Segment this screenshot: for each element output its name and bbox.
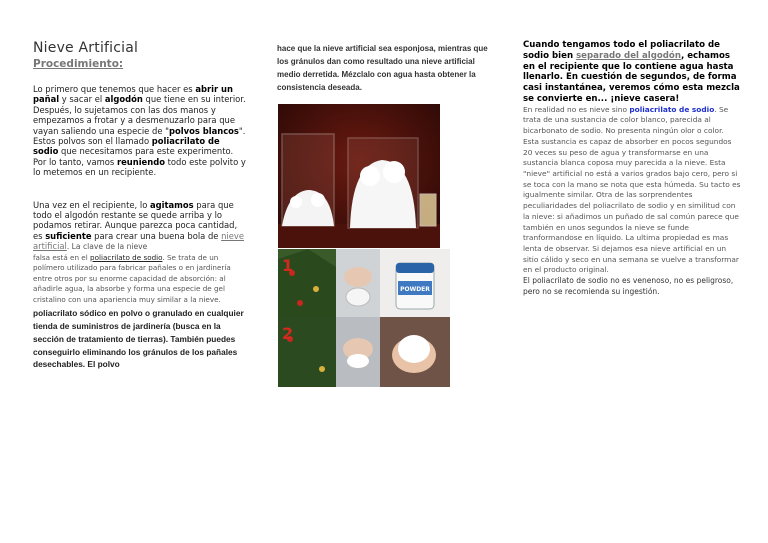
column-middle [277,42,492,94]
page-title: Nieve Artificial [33,40,139,56]
bold-text: agitamos [149,199,194,210]
bold-text: agua [679,61,704,72]
text: , echamos en el recipiente que lo contiene [523,50,731,72]
text: y sacar el [59,94,105,105]
steps-collage-image [278,249,450,387]
step-1-label: 1 [282,256,294,275]
text: hasta llenarlo. En cuestión de [523,61,734,83]
paragraph-buy: poliacrilato sódico en polvo o granulado en cualquier tienda de suministros de jardinería (busca en la sección de tratamiento de tierras). También puedes conseguirlo eliminando los gránulos de los pañales desechables. El polvo [33,308,244,370]
text: ". Estos polvos son el llamado [33,125,246,147]
nieve-artificial-link[interactable]: nieve artificial [33,230,245,252]
paragraph-recipient [33,200,247,253]
product-label: POWDER [400,286,430,293]
text: . Se trata de un polímero utilizado para fabricar pañales o en jardinería entre otros por su enorme capacidad de absorción: al añadirle agua, la absorbe y forma una especie de gel cristalino con una apariencia muy similar a la nieve. [33,252,231,304]
steps-collage-photo [278,249,450,387]
text: falsa está en el [33,252,91,262]
poliacrilato-highlight: poliacrilato de sodio [629,104,715,114]
poliacrilato-link[interactable]: poliacrilato de sodio [90,252,163,262]
snow-glasses-image [278,104,440,248]
text: que necesitamos para este experimento. Por lo tanto, vamos [33,146,234,167]
column-right [523,40,741,297]
text: que tiene en su interior. Después, lo sujetamos con las dos manos y empezamos a frotar y a desmenuzarlo para que vayan saliendo una especie de " [33,94,246,136]
text: Una vez en el recipiente, lo [33,199,150,210]
snow-glasses-photo [278,104,440,248]
bold-text: segundos [640,72,687,83]
bold-text: polvos blancos [168,125,239,136]
paragraph-water [523,40,741,105]
text: . Se trata de una sustancia de color blanco, parecida al bicarbonato de sodio. No presenta ningún olor o color. Esta sustancia es capaz de absorber en pocos segundos 20 veces su peso de agua y transformarse en una sustancia blanca coposa muy parecida a la nieve. Esta "nieve" artificial no está a varios grados bajo cero, pero si se toca con la mano se nota que esta húmeda. Su tacto es igualmente similar. Otra de las sorprendentes peculiaridades del poliacrilato de sodio y en similitud con la nieve: si añadimos un puñado de sal común parece que también en unos segundos la nieve se funde tranformandose en líquido. La ultima propiedad es mas lenta de observar. Si dejamos esa nieve artificial en un sitio cálido y seco en una semana se vuelve a transformar en el producto original. [523,104,741,275]
text: para crear una buena bola de [91,230,222,241]
paragraph-polymer [33,253,247,306]
separado-link[interactable]: separado del algodón [576,50,681,61]
bold-text: algodón [104,94,143,105]
text: Lo primero que tenemos que hacer es [33,84,196,94]
paragraph-intro [33,84,247,178]
bold-text: abrir un pañal [33,84,233,105]
text: Cuando tengamos todo el poliacrilato de sodio bien [523,40,720,61]
paragraph-explanation [523,105,741,276]
text: . La clave de la nieve [66,242,148,252]
text: todo este polvito y lo metemos en un recipiente. [33,156,246,178]
bold-text: reuniendo [116,156,165,167]
text: para que todo el algodón restante se quede arriba y lo podamos retirar. Aunque parezca poca cantidad, es [33,199,238,241]
step-2-label: 2 [282,324,294,343]
bold-text: suficiente [45,230,92,241]
column-left [33,40,247,371]
section-subtitle: Procedimiento: [33,58,124,70]
bold-text: poliacrilato de sodio [33,136,220,157]
text: , de forma casi instantánea, veremos cómo esta mezcla se convierte en... ¡nieve casera! [523,72,740,104]
paragraph-mix: hace que la nieve artificial sea esponjosa, mientras que los gránulos dan como resultado una nieve artificial medio derretida. Mézclalo con agua hasta obtener la consistencia deseada. [277,44,488,92]
paragraph-safety: El poliacrilato de sodio no es venenoso, no es peligroso, pero no se recomienda su ingestión. [523,276,734,296]
text: En realidad no es nieve sino [523,104,630,114]
